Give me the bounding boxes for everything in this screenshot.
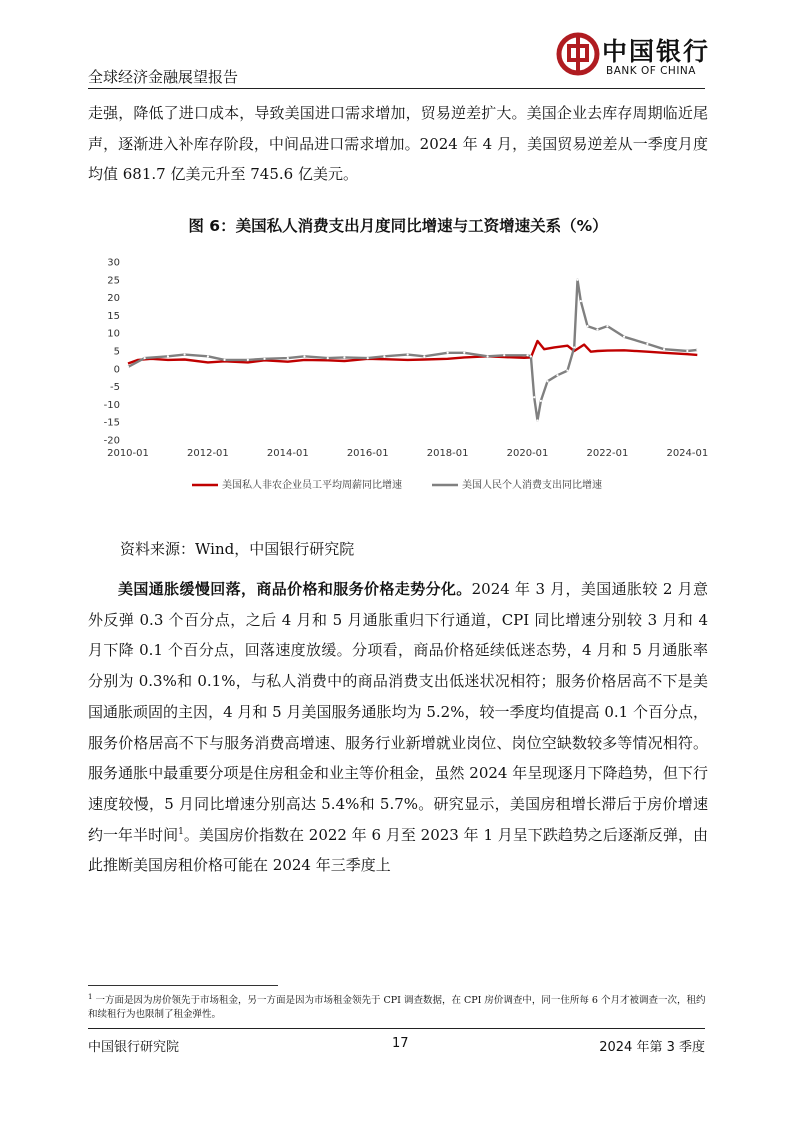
footnote-text: 一方面是因为房价领先于市场租金，另一方面是因为市场租金领先于 CPI 调查数据，在 CPI 房价调查中，同一住所每 6 个月才被调查一次，租约和续租行为也限制了租金弹性。 <box>88 995 706 1020</box>
series-point-consumption <box>576 279 578 281</box>
x-tick-label: 2018-01 <box>426 448 469 459</box>
series-point-consumption <box>343 356 345 358</box>
logo-chinese-text: 中国银行 <box>602 37 711 66</box>
body-lead-bold: 美国通胀缓慢回落，商品价格和服务价格走势分化。 <box>118 580 472 598</box>
series-point-consumption <box>207 355 209 357</box>
series-point-consumption <box>606 325 608 327</box>
series-point-consumption <box>556 374 558 376</box>
body-paragraph <box>88 574 708 881</box>
header-divider <box>88 88 705 89</box>
series-point-consumption <box>503 354 505 356</box>
y-tick-label: 15 <box>107 310 120 322</box>
series-point-consumption <box>383 355 385 357</box>
footnote-marker: 1 <box>88 992 93 1001</box>
x-tick-label: 2012-01 <box>187 448 229 459</box>
series-point-consumption <box>646 343 648 345</box>
y-tick-label: -10 <box>103 399 120 411</box>
series-point-consumption <box>533 396 535 398</box>
x-tick-label: 2010-01 <box>107 448 149 459</box>
series-point-consumption <box>247 359 249 361</box>
logo-english-text: BANK OF CHINA <box>606 65 696 77</box>
line-chart <box>92 250 712 500</box>
series-point-consumption <box>463 352 465 354</box>
footer-left: 中国银行研究院 <box>88 1040 180 1055</box>
series-point-consumption <box>546 380 548 382</box>
y-tick-label: 20 <box>107 293 120 305</box>
bank-of-china-emblem-icon <box>556 32 600 76</box>
series-point-consumption <box>540 400 542 402</box>
series-point-consumption <box>407 353 409 355</box>
y-tick-label: 10 <box>107 328 120 340</box>
series-point-consumption <box>287 357 289 359</box>
series-point-consumption <box>367 357 369 359</box>
series-point-consumption <box>663 348 665 350</box>
series-point-consumption <box>303 355 305 357</box>
series-point-consumption <box>486 355 488 357</box>
series-point-consumption <box>447 352 449 354</box>
page-number: 17 <box>392 1036 409 1051</box>
y-tick-label: 30 <box>107 257 120 269</box>
series-point-consumption <box>573 346 575 348</box>
footnote-divider <box>88 985 278 986</box>
y-tick-label: -20 <box>103 435 120 447</box>
series-line-wages <box>128 341 697 364</box>
x-tick-label: 2024-01 <box>666 448 709 459</box>
series-point-consumption <box>327 357 329 359</box>
figure-source: 资料来源：Wind，中国银行研究院 <box>120 540 355 558</box>
series-point-consumption <box>536 419 538 421</box>
series-point-consumption <box>586 325 588 327</box>
body-text-part2: 。美国房价指数在 2022 年 6 月至 2023 年 1 月呈下跌趋势之后逐渐反弹，由此推断美国房租价格可能在 2024 年三季度上 <box>88 825 708 875</box>
bank-of-china-logo <box>556 30 716 82</box>
series-point-consumption <box>144 357 146 359</box>
series-point-consumption <box>566 369 568 371</box>
series-point-consumption <box>167 355 169 357</box>
x-tick-label: 2022-01 <box>586 448 629 459</box>
series-point-consumption <box>184 353 186 355</box>
series-point-consumption <box>530 355 532 357</box>
y-tick-label: -5 <box>110 382 120 394</box>
y-tick-label: 0 <box>113 364 120 376</box>
footer-right: 2024 年第 3 季度 <box>599 1040 705 1055</box>
figure-title: 图 6：美国私人消费支出月度同比增速与工资增速关系（%） <box>188 217 608 235</box>
y-tick-label: 25 <box>107 275 120 287</box>
x-tick-label: 2020-01 <box>506 448 549 459</box>
legend-label: 美国私人非农企业员工平均周薪同比增速 <box>222 480 402 491</box>
footer-divider <box>88 1028 705 1029</box>
series-point-consumption <box>696 349 698 351</box>
y-tick-label: -15 <box>103 417 120 429</box>
series-point-consumption <box>263 358 265 360</box>
series-point-consumption <box>623 336 625 338</box>
series-point-consumption <box>127 366 129 368</box>
series-point-consumption <box>596 329 598 331</box>
x-tick-label: 2016-01 <box>346 448 389 459</box>
series-point-consumption <box>686 350 688 352</box>
legend-label: 美国人民个人消费支出同比增速 <box>462 480 602 491</box>
x-tick-label: 2014-01 <box>266 448 309 459</box>
footnote-reference[interactable]: 1 <box>178 826 184 837</box>
body-text-part1: 2024 年 3 月，美国通胀较 2 月意外反弹 0.3 个百分点，之后 4 月和 5 月通胀重归下行通道，CPI 同比增速分别较 3 月和 4 月下降 0.1 个百分点，回落速度放缓。分项看，商品价格延续低迷态势，4 月和 5 月通胀率分别为 0.3%和 0.1%，与私人消费中的商品消费支出低迷状况相符；服务价格居高不下是美国通胀顽固的主因，4 月和 5 月美国服务通胀均为 5.2%，较一季度均值提高 0.1 个百分点，服务价格居高不下与服务消费高增速、服务行业新增就业岗位、岗位空缺数较多等情况相符。服务通胀中最重要分项是住房租金和业主等价租金，虽然 2024 年呈现逐月下降趋势，但下行速度较慢，5 月同比增速分别高达 5.4%和 5.7%。研究显示，美国房租增长滞后于房价增速约一年半时间 <box>88 580 708 844</box>
series-point-consumption <box>223 359 225 361</box>
report-title: 全球经济金融展望报告 <box>88 68 239 86</box>
footnote <box>88 994 708 1022</box>
series-point-consumption <box>423 355 425 357</box>
y-tick-label: 5 <box>113 346 120 358</box>
intro-paragraph <box>88 98 708 190</box>
series-point-consumption <box>580 300 582 302</box>
series-point-consumption <box>526 354 528 356</box>
intro-text: 走强，降低了进口成本，导致美国进口需求增加，贸易逆差扩大。美国企业去库存周期临近尾声，逐渐进入补库存阶段，中间品进口需求增加。2024 年 4 月，美国贸易逆差从一季度月度均值 681.7 亿美元升至 745.6 亿美元。 <box>88 104 708 184</box>
